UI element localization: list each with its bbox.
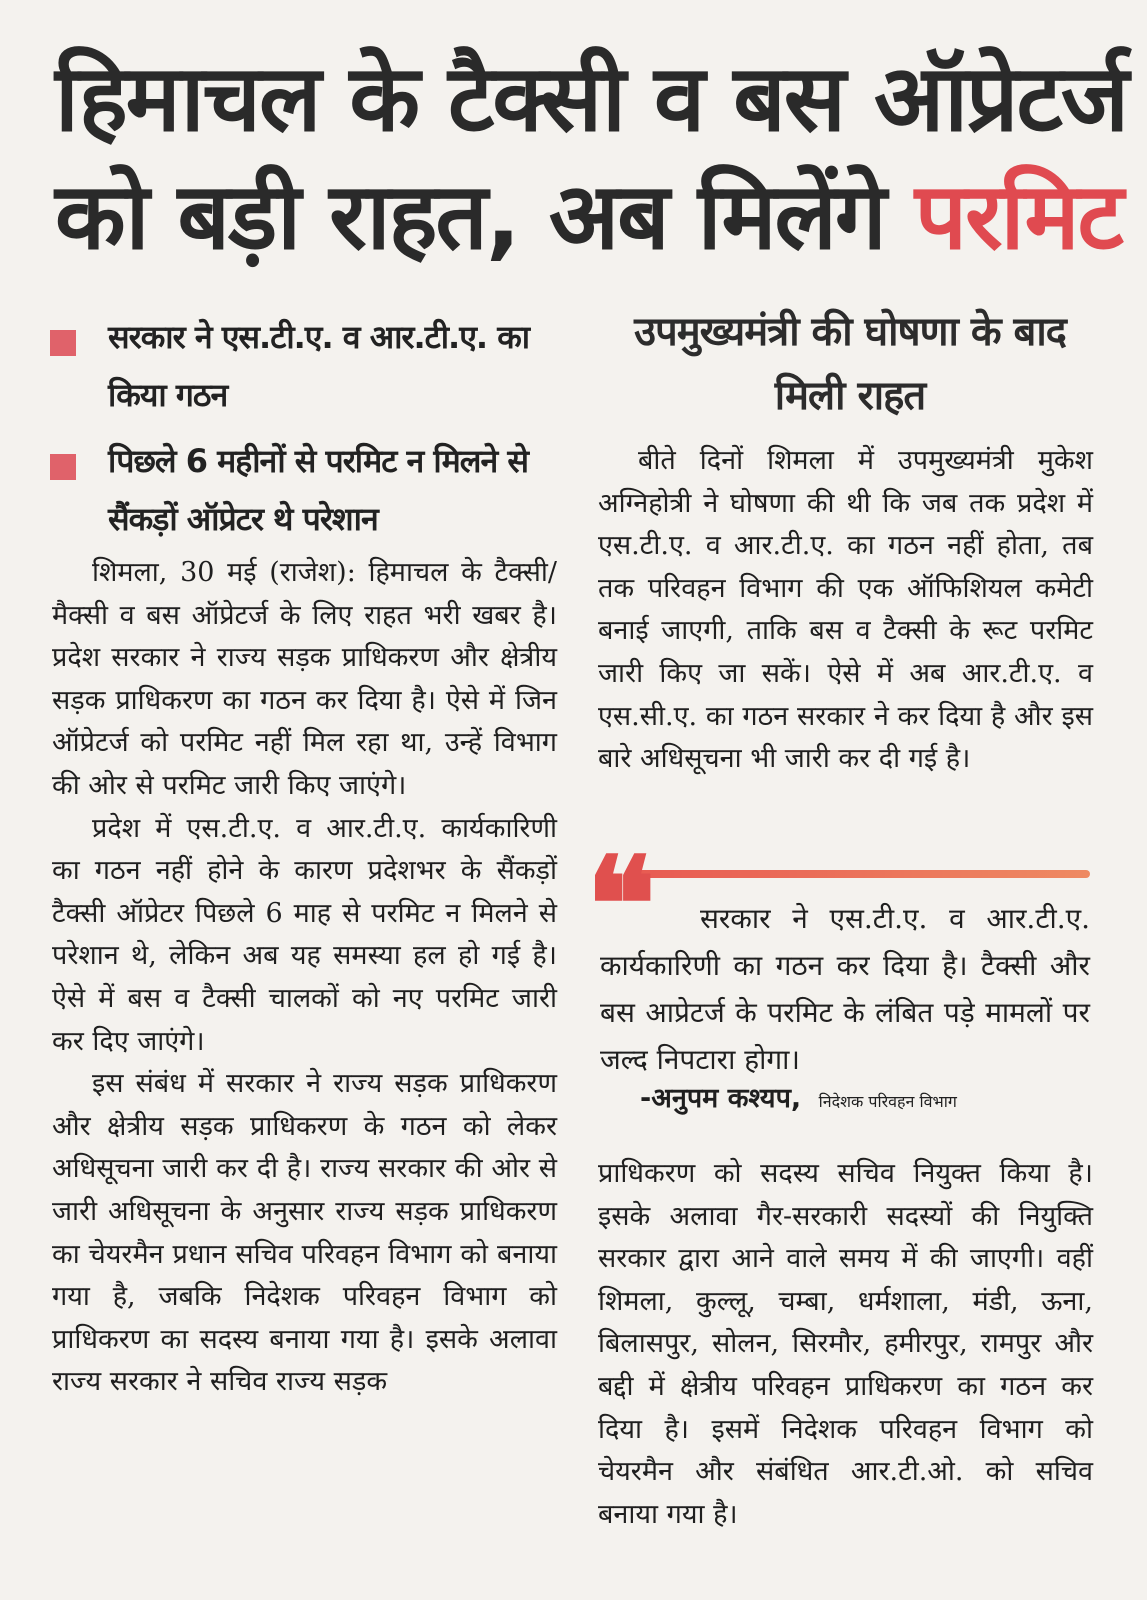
headline xyxy=(55,40,1128,276)
quotation-mark-icon: ❝ xyxy=(586,828,656,981)
headline-line-2-main: को बड़ी राहत, अब मिलेंगे xyxy=(55,163,885,270)
bullet-square-icon xyxy=(50,454,76,480)
paragraph: शिमला, 30 मई (राजेश): हिमाचल के टैक्सी/मैक्सी व बस ऑप्रेटर्ज के लिए राहत भरी खबर है। प्रदेश सरकार ने राज्य सड़क प्राधिकरण और क्षेत्रीय सड़क प्राधिकरण का गठन कर दिया है। ऐसे में जिन ऑप्रेटर्ज को परमिट नहीं मिल रहा था, उन्हें विभाग की ओर से परमिट जारी किए जाएंगे। xyxy=(52,557,557,801)
headline-accent-word: परमिट xyxy=(914,163,1122,270)
headline-line-1: हिमाचल के टैक्सी व बस ऑप्रेटर्ज xyxy=(55,45,1128,152)
paragraph: प्राधिकरण को सदस्य सचिव नियुक्त किया है। इसके अलावा गैर-सरकारी सदस्यों की नियुक्ति सरकार द्वारा आने वाले समय में की जाएगी। वहीं शिमला, कुल्लू, चम्बा, धर्मशाला, मंडी, ऊना, बिलासपुर, सोलन, सिरमौर, हमीरपुर, रामपुर और बद्दी में क्षेत्रीय परिवहन प्राधिकरण का गठन कर दिया है। इसमें निदेशक परिवहन विभाग को चेयरमैन और संबंधित आर.टी.ओ. को सचिव बनाया गया है। xyxy=(598,1158,1093,1530)
right-column-top xyxy=(598,440,1093,781)
paragraph: प्रदेश में एस.टी.ए. व आर.टी.ए. कार्यकारिणी का गठन नहीं होने के कारण प्रदेशभर के सैंकड़ों टैक्सी ऑप्रेटर पिछले 6 माह से परमिट न मिलने से परेशान थे, लेकिन अब यह समस्या हल हो गई है। ऐसे में बस व टैक्सी चालकों को नए परमिट जारी कर दिए जाएंगे। xyxy=(52,812,557,1057)
highlight-item xyxy=(50,432,570,548)
paragraph: बीते दिनों शिमला में उपमुख्यमंत्री मुकेश अग्निहोत्री ने घोषणा की थी कि जब तक प्रदेश में एस.टी.ए. व आर.टी.ए. का गठन नहीं होता, तब तक परिवहन विभाग की एक ऑफिशियल कमेटी बनाई जाएगी, ताकि बस व टैक्सी के रूट परमिट जारी किए जा सकें। ऐसे में अब आर.टी.ए. व एस.सी.ए. का गठन सरकार ने कर दिया है और इस बारे अधिसूचना भी जारी कर दी गई है। xyxy=(598,445,1093,775)
highlights-list xyxy=(50,308,570,556)
bullet-square-icon xyxy=(50,330,76,356)
highlight-text: सरकार ने एस.टी.ए. व आर.टी.ए. का किया गठन xyxy=(108,318,530,414)
headline-line-2 xyxy=(55,158,1122,276)
pull-quote-text: सरकार ने एस.टी.ए. व आर.टी.ए. कार्यकारिणी का गठन कर दिया है। टैक्सी और बस आप्रेटर्ज के परमिट के लंबित पड़े मामलों पर जल्द निपटारा होगा। xyxy=(600,902,1090,1076)
quote-divider xyxy=(630,870,1090,878)
quote-author: -अनुपम कश्यप, xyxy=(640,1083,802,1114)
right-column-bottom xyxy=(598,1153,1093,1536)
highlight-item xyxy=(50,308,570,424)
paragraph: इस संबंध में सरकार ने राज्य सड़क प्राधिकरण और क्षेत्रीय सड़क प्राधिकरण के गठन को लेकर अधिसूचना जारी कर दी है। राज्य सरकार की ओर से जारी अधिसूचना के अनुसार राज्य सड़क प्राधिकरण का चेयरमैन प्रधान सचिव परिवहन विभाग को बनाया गया है, जबकि निदेशक परिवहन विभाग को प्राधिकरण का सदस्य बनाया गया है। इसके अलावा राज्य सरकार ने सचिव राज्य सड़क xyxy=(52,1068,557,1398)
quote-attribution xyxy=(640,1078,1100,1115)
subheading: उपमुख्यमंत्री की घोषणा के बाद मिली राहत xyxy=(634,309,1066,419)
highlight-text: पिछले 6 महीनों से परमिट न मिलने से सैंकड़ों ऑप्रेटर थे परेशान xyxy=(108,442,529,538)
quote-author-role: निदेशक परिवहन विभाग xyxy=(818,1092,957,1111)
left-column xyxy=(52,552,557,1404)
